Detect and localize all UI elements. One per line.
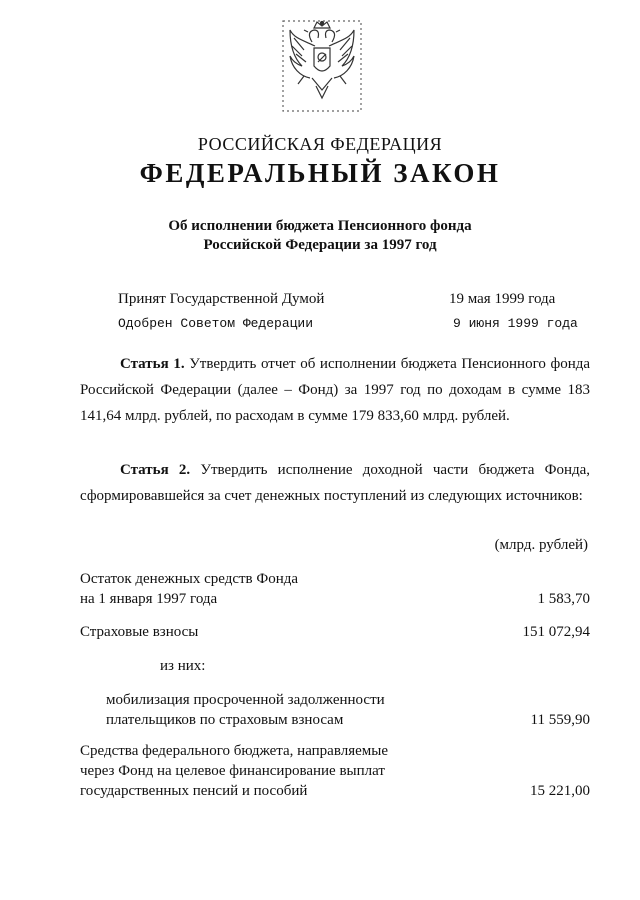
income-item-line: Страховые взносы [80, 624, 199, 640]
income-item-amount: 151 072,94 [522, 624, 590, 640]
income-item [80, 569, 590, 609]
law-subtitle-line-1: Об исполнении бюджета Пенсионного фонда [168, 218, 472, 234]
council-approval-date: 9 июня 1999 года [453, 316, 578, 331]
article-2-text: Утвердить исполнение доходной части бюджета Фонда, сформировавшейся за счет денежных поступлений из следующих источников: [80, 462, 591, 504]
income-subheading-text: из них: [160, 658, 206, 674]
duma-adoption-label: Принят Государственной Думой [118, 291, 325, 307]
document-type-title: ФЕДЕРАЛЬНЫЙ ЗАКОН [139, 158, 501, 188]
article-1 [80, 351, 590, 429]
income-item-amount: 11 559,90 [530, 712, 590, 728]
income-item-amount: 1 583,70 [537, 591, 590, 607]
income-item-line: Остаток денежных средств Фонда [80, 571, 299, 587]
income-item-line: плательщиков по страховым взносам [106, 712, 344, 728]
council-approval-label: Одобрен Советом Федерации [118, 316, 314, 331]
article-2 [80, 457, 590, 509]
income-item-line: Средства федерального бюджета, направляемые [80, 743, 388, 759]
article-1-text: Утвердить отчет об исполнении бюджета Пенсионного фонда Российской Федерации (далее – Фонд) за 1997 год по доходам в сумме 183 141,64 млрд. рублей, по расходам в сумме 179 833,60 млрд. рублей. [80, 356, 591, 424]
income-item [80, 690, 590, 730]
income-item-line: мобилизация просроченной задолженности [106, 692, 385, 708]
article-2-label: Статья 2. [120, 462, 191, 478]
duma-adoption-date: 19 мая 1999 года [449, 291, 556, 307]
income-item [80, 741, 590, 801]
income-item-line: через Фонд на целевое финансирование выплат [80, 763, 385, 779]
income-subheading [160, 656, 360, 676]
law-subtitle-line-2: Российской Федерации за 1997 год [203, 237, 437, 253]
income-item-line: на 1 января 1997 года [80, 591, 218, 607]
article-1-label: Статья 1. [120, 356, 185, 372]
income-item-amount: 15 221,00 [530, 783, 590, 799]
coat-of-arms-icon [282, 20, 362, 115]
units-label: (млрд. рублей) [494, 537, 588, 553]
income-item-line: государственных пенсий и пособий [80, 783, 308, 799]
country-name: РОССИЙСКАЯ ФЕДЕРАЦИЯ [197, 134, 443, 154]
income-item [80, 622, 590, 642]
